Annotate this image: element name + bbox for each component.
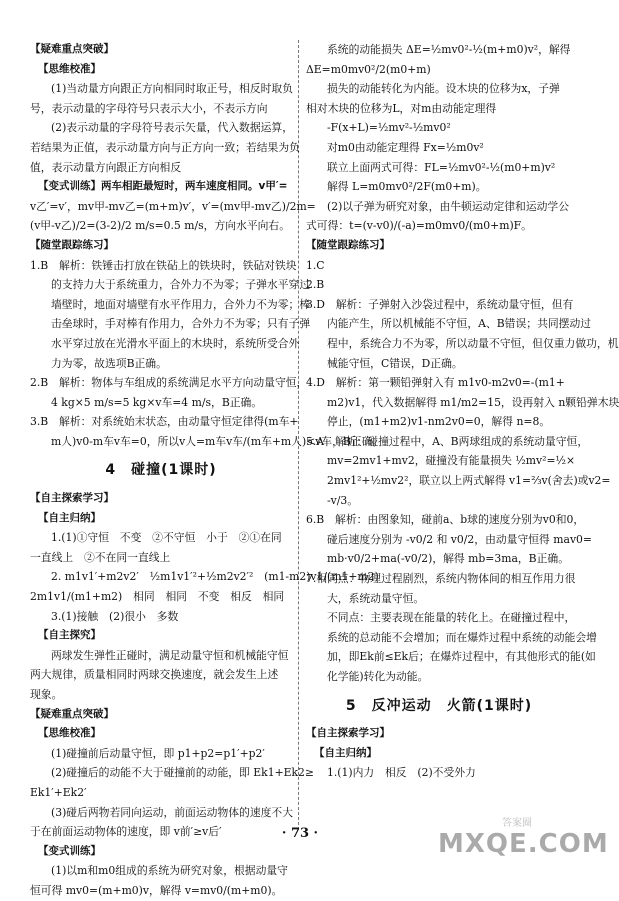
- text-line: 内能产生，所以机械能不守恒，A、B错误；共同摆动过: [327, 317, 592, 331]
- text-line: (2)表示动量的字母符号表示矢量，代入数据运算，: [51, 121, 294, 135]
- section-header: 【随堂跟踪练习】: [30, 238, 114, 251]
- text-line: 1.(1)①守恒 不变 ②不守恒 小于 ②①在同: [51, 531, 282, 545]
- text-line: 恒可得 mv0=(m+m0)v，解得 v=mv0/(m+m0)。: [30, 883, 283, 897]
- text-line: 墙壁时，地面对墙壁有水平作用力，合外力不为零；棒: [51, 297, 311, 311]
- text-line: 两球发生弹性正碰时，满足动量守恒和机械能守恒: [51, 648, 289, 662]
- text-line: ΔE=m0mv0²/2(m0+m): [306, 62, 431, 76]
- section-header: 【自主探索学习】: [306, 727, 390, 740]
- text-line: -F(x+L)=½mv²-½mv0²: [327, 121, 451, 135]
- text-line: 于在前面运动物体的速度，即 v前′≥v后′: [30, 825, 222, 839]
- text-line: 1.(1)内力 相反 (2)不受外力: [327, 766, 476, 780]
- text-line: (3)碰后两物若同向运动，前面运动物体的速度不大: [51, 805, 294, 819]
- subsection-header: 【思维校准】: [38, 62, 101, 75]
- subsection-header: 【自主归纳】: [314, 746, 377, 759]
- text-line: 不同点：主要表现在能量的转化上。在碰撞过程中，: [327, 611, 576, 625]
- text-line: 化学能)转化为动能。: [327, 670, 429, 683]
- chapter-4-title: 4 碰撞(1课时): [105, 462, 217, 479]
- text-line: 4 kg×5 m/s=5 kg×v车=4 m/s，B正确。: [51, 395, 263, 409]
- text-line: 5.A 解析：碰撞过程中，A、B两球组成的系统动量守恒，: [306, 434, 589, 448]
- section-header: 【随堂跟踪练习】: [306, 238, 390, 251]
- watermark-main-text: MXQE.COM: [438, 829, 609, 859]
- text-line: 对m0由动能定理得 Fx=½m0v²: [327, 140, 484, 154]
- text-line: 3.B 解析：对系统始末状态，由动量守恒定律得(m车+: [30, 415, 299, 429]
- text-line: 械能守恒，C错误，D正确。: [327, 356, 463, 370]
- text-line: v乙′=v′，mv甲-mv乙=(m+m)v′，v′=(mv甲-mv乙)/2m=: [30, 199, 316, 213]
- text-line: 3.D 解析：子弹射入沙袋过程中，系统动量守恒，但有: [306, 297, 574, 311]
- text-line: 程中，系统合力不为零，所以动量不守恒，但仅重力做功，机: [327, 336, 619, 350]
- subsection-header: 【自主归纳】: [38, 511, 101, 524]
- text-line: mv=2mv1+mv2，碰撞没有能量损失 ½mv²=½×: [327, 454, 576, 468]
- text-line: 1.B 解析：铁锤击打放在铁砧上的铁块时，铁砧对铁块: [30, 258, 297, 272]
- text-line: (v甲-v乙)/2=(3-2)/2 m/s=0.5 m/s，方向水平向右。: [30, 219, 291, 233]
- page-number: · 73 ·: [281, 826, 319, 841]
- text-line: 击垒球时，手对棒有作用力，合外力不为零；只有子弹: [51, 317, 311, 331]
- text-line: (1)以m和m0组成的系统为研究对象，根据动量守: [51, 864, 288, 878]
- text-line: (2)碰撞后的动能不大于碰撞前的动能，即 Ek1+Ek2≥: [51, 766, 314, 780]
- text-line: 2. m1v1′+m2v2′ ½m1v1′²+½m2v2′² (m1-m2)v1/(m1+m2): [51, 570, 379, 584]
- text-line: 3.(1)接触 (2)很小 多数: [51, 609, 179, 623]
- text-line: 2.B: [306, 278, 325, 292]
- text-line: 系统的动能损失 ΔE=½mv0²-½(m+m0)v²，解得: [327, 43, 571, 56]
- text-line: 水平穿过放在光滑水平面上的木块时，系统所受合外: [51, 336, 300, 350]
- section-header: 【疑难重点突破】: [30, 707, 114, 720]
- text-line: m人)v0-m车v车=0，所以v人=m车v车/(m车+m人)<v车，B正确。: [51, 434, 384, 448]
- right-section-1: [306, 40, 619, 687]
- text-line: 2m1v1/(m1+m2) 相同 相同 不变 相反 相同: [30, 590, 285, 604]
- section-header: 【疑难重点突破】: [30, 43, 114, 55]
- text-line: 损失的动能转化为内能。设木块的位移为x，子弹: [327, 82, 560, 96]
- text-line: 两大规律，质量相同时两球交换速度，就会发生上述: [30, 668, 279, 682]
- text-line: 2.B 解析：物体与车组成的系统满足水平方向动量守恒，: [30, 376, 308, 390]
- text-line: 式可得：t=(v-v0)/(-a)=m0mv0/(m0+m)F。: [306, 219, 532, 233]
- text-line: 号，表示动量的字母符号只表示大小，不表示方向: [30, 101, 268, 115]
- text-line: 7.相同点：物理过程剧烈，系统内物体间的相互作用力很: [306, 572, 576, 586]
- section-header: 【自主探索学习】: [30, 492, 114, 505]
- text-line: 大，系统动量守恒。: [327, 591, 425, 605]
- text-line: (1)当动量方向跟正方向相同时取正号，相反时取负: [51, 82, 294, 96]
- text-line: 一直线上 ②不在同一直线上: [30, 550, 171, 564]
- text-line: 1.C: [306, 258, 325, 272]
- subsection-header: 【变式训练】: [38, 844, 101, 857]
- text-line: 值，表示动量方向跟正方向相反: [30, 160, 182, 174]
- text-line: Ek1′+Ek2′: [30, 785, 87, 799]
- right-section-2: [306, 724, 572, 783]
- chapter-5-title: 5 反冲运动 火箭(1课时): [345, 697, 533, 714]
- subsection-header: 【自主探究】: [38, 629, 101, 642]
- text-line: 6.B 解析：由图象知，碰前a、b球的速度分别为v0和0，: [306, 513, 585, 527]
- text-line: 解得 L=m0mv0²/2F(m0+m)。: [327, 180, 487, 194]
- text-line: 力为零，故选项B正确。: [51, 356, 167, 370]
- text-line: 联立上面两式可得：FL=½mv0²-½(m0+m)v²: [327, 160, 556, 174]
- text-line: 若结果为正值，表示动量方向与正方向一致；若结果为负: [30, 140, 300, 154]
- right-column: [306, 40, 619, 783]
- text-line: (1)碰撞前后动量守恒，即 p1+p2=p1′+p2′: [51, 746, 265, 760]
- text-line: 现象。: [30, 688, 63, 701]
- text-line: (2)以子弹为研究对象，由牛顿运动定律和运动学公: [327, 199, 570, 213]
- text-line: 2mv1²+½mv2²，联立以上两式解得 v1=⅔v(舍去)或v2=: [327, 474, 611, 488]
- watermark-top-text: 答案圈: [502, 818, 532, 829]
- text-line: -v/3。: [327, 493, 359, 507]
- text-line: 系统的总动能不会增加；而在爆炸过程中系统的动能会增: [327, 630, 597, 644]
- text-line: 的支持力大于系统重力，合外力不为零；子弹水平穿过: [51, 278, 311, 292]
- text-line: 加，即Ek前≤Ek后；在爆炸过程中，有其他形式的能(如: [327, 650, 596, 664]
- text-line: mb·v0/2+ma(-v0/2)，解得 mb=3ma，B正确。: [327, 552, 570, 566]
- text-line: 4.D 解析：第一颗铅弹射入有 m1v0-m2v0=-(m1+: [306, 376, 565, 390]
- text-line: 相对木块的位移为L，对m由动能定理得: [306, 101, 497, 115]
- text-line: 碰后速度分别为 -v0/2 和 v0/2，由动量守恒得 mav0=: [327, 532, 592, 546]
- text-line: m2)v1，代入数据解得 m1/m2=15，设再射入 n颗铅弹木块: [327, 395, 619, 409]
- watermark-logo: [438, 814, 609, 868]
- subsection-header: 【思维校准】: [38, 727, 101, 740]
- subsection-header: 【变式训练】两车相距最短时，两车速度相同。v甲′=: [38, 180, 288, 193]
- text-line: 停止，(m1+m2)v1-nm2v0=0，解得 n=8。: [327, 415, 551, 429]
